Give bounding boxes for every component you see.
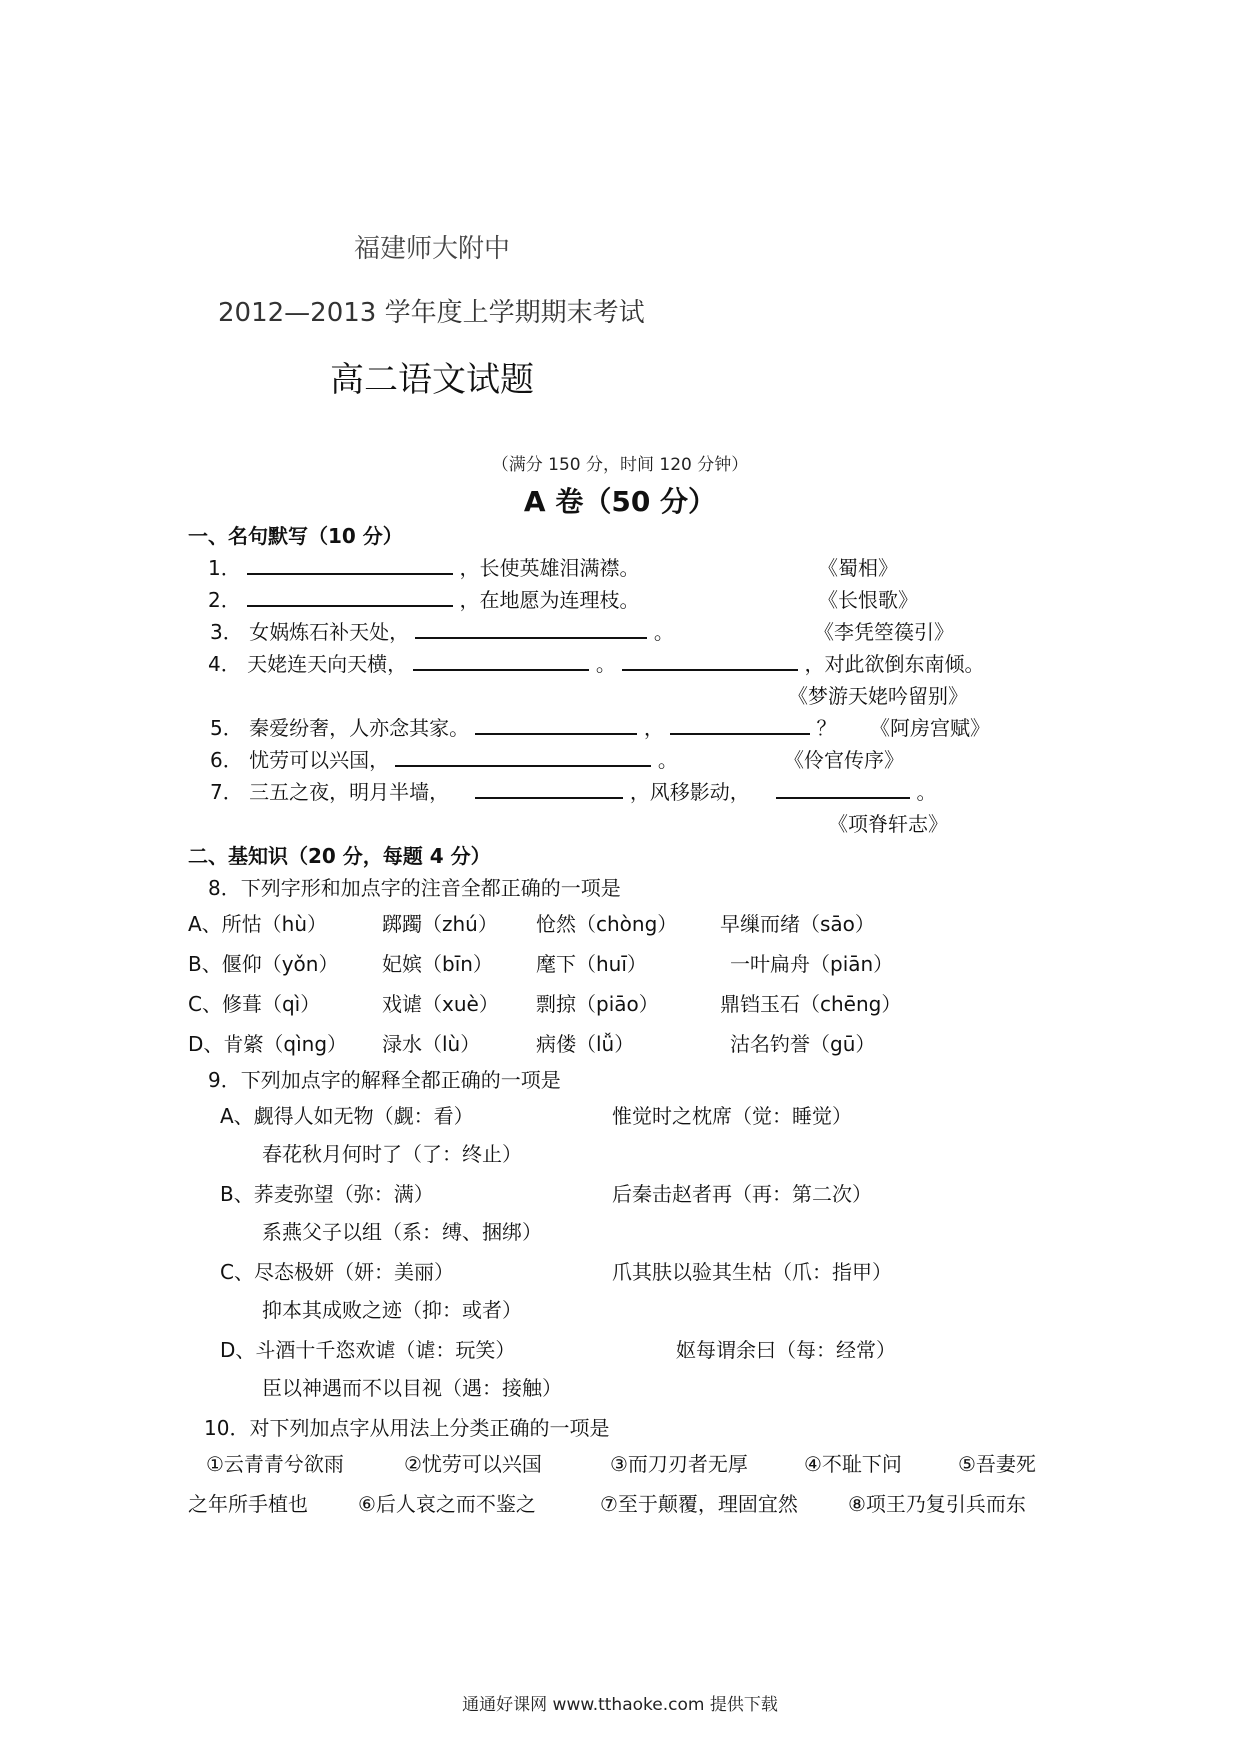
q8-option-a-2: 踯躅（zhú）: [382, 912, 498, 936]
item-source: 《长恨歌》: [818, 588, 918, 612]
q9-option-c-3: 抑本其成败之迹（抑：或者）: [262, 1298, 522, 1322]
q8-option-d-4: 沽名钓誉（gū）: [730, 1032, 876, 1056]
q8-option-a-4: 早缫而绪（sāo）: [720, 912, 875, 936]
dictation-item-6: [210, 744, 678, 773]
q8-option-d-3: 病偻（lǚ）: [536, 1032, 635, 1056]
q10-item-5: ⑤吾妻死: [958, 1452, 1036, 1476]
item-source: 《梦游天姥吟留别》: [788, 684, 968, 708]
part1-heading: 一、名句默写（10 分）: [188, 524, 403, 548]
q9-option-d-1: D、斗酒十千恣欢谑（谑：玩笑）: [220, 1338, 516, 1362]
item-text: 。: [657, 748, 678, 772]
item-text: 忧劳可以兴国，: [249, 748, 390, 772]
item-text: ，: [643, 716, 664, 740]
exam-title: 高二语文试题: [330, 360, 534, 400]
q8-option-a-3: 怆然（chòng）: [536, 912, 678, 936]
question-8-stem: 8．下列字形和加点字的注音全都正确的一项是: [208, 876, 621, 900]
q10-item-2: ②忧劳可以兴国: [404, 1452, 542, 1476]
item-text: ？: [816, 716, 837, 740]
q8-option-c-2: 戏谑（xuè）: [382, 992, 499, 1016]
dictation-item-1: [208, 552, 639, 581]
q10-item-4: ④不耻下问: [804, 1452, 902, 1476]
school-name: 福建师大附中: [354, 234, 511, 264]
q9-option-a-2: 惟觉时之枕席（觉：睡觉）: [612, 1104, 852, 1128]
item-text: 女娲炼石补天处，: [249, 620, 410, 644]
q10-item-5-cont: 之年所手植也: [188, 1492, 308, 1516]
q10-item-6: ⑥后人哀之而不鉴之: [358, 1492, 536, 1516]
item-source: 《项脊轩志》: [828, 812, 948, 836]
dictation-item-2: [208, 584, 639, 613]
item-text: ，在地愿为连理枝。: [459, 588, 640, 612]
section-a-title: A 卷（50 分）: [523, 485, 717, 518]
q8-option-c-1: C、修葺（qì）: [188, 992, 321, 1016]
q10-item-3: ③而刀刃者无厚: [610, 1452, 748, 1476]
item-number: 1．: [208, 556, 241, 580]
q8-option-d-1: D、肯綮（qìng）: [188, 1032, 348, 1056]
q10-item-8: ⑧项王乃复引兵而东: [848, 1492, 1026, 1516]
q8-option-d-2: 渌水（lù）: [382, 1032, 481, 1056]
q8-option-b-1: B、偃仰（yǒn）: [188, 952, 339, 976]
q9-option-a-3: 春花秋月何时了（了：终止）: [262, 1142, 522, 1166]
item-text: 。: [653, 620, 674, 644]
q8-option-c-4: 鼎铛玉石（chēng）: [720, 992, 902, 1016]
answer-blank[interactable]: [415, 617, 647, 639]
dictation-item-3: [210, 616, 674, 645]
item-number: 7．: [210, 780, 243, 804]
q8-option-b-2: 妃嫔（bīn）: [382, 952, 493, 976]
answer-blank[interactable]: [247, 585, 453, 607]
q9-option-b-2: 后秦击赵者再（再：第二次）: [612, 1182, 872, 1206]
item-number: 3．: [210, 620, 243, 644]
item-number: 2．: [208, 588, 241, 612]
answer-blank[interactable]: [475, 777, 623, 799]
item-number: 4．: [208, 652, 241, 676]
item-text: 。: [595, 652, 616, 676]
item-text: 三五之夜，明月半墙，: [249, 780, 450, 804]
q8-option-b-4: 一叶扁舟（piān）: [730, 952, 894, 976]
answer-blank[interactable]: [247, 553, 453, 575]
q9-option-b-3: 系燕父子以组（系：缚、捆绑）: [262, 1220, 542, 1244]
dictation-item-4: [208, 648, 985, 677]
exam-term: 2012—2013 学年度上学期期末考试: [218, 298, 645, 328]
q9-option-d-3: 臣以神遇而不以目视（遇：接触）: [262, 1376, 562, 1400]
q8-option-a-1: A、所怙（hù）: [188, 912, 328, 936]
q9-option-b-1: B、荞麦弥望（弥：满）: [220, 1182, 434, 1206]
score-time-note: （满分 150 分，时间 120 分钟）: [491, 455, 749, 475]
q9-option-d-2: 妪每谓余曰（每：经常）: [676, 1338, 896, 1362]
answer-blank[interactable]: [475, 713, 637, 735]
item-number: 5．: [210, 716, 243, 740]
q8-option-b-3: 麾下（huī）: [536, 952, 647, 976]
dictation-item-5: [210, 712, 837, 741]
dictation-item-7: [210, 776, 937, 805]
answer-blank[interactable]: [670, 713, 810, 735]
question-9-stem: 9．下列加点字的解释全都正确的一项是: [208, 1068, 561, 1092]
item-text: 天姥连天向天横，: [247, 652, 408, 676]
item-text: ，长使英雄泪满襟。: [459, 556, 640, 580]
item-text: 。: [916, 780, 937, 804]
answer-blank[interactable]: [413, 649, 589, 671]
item-source: 《蜀相》: [818, 556, 898, 580]
item-text: 秦爱纷奢，人亦念其家。: [249, 716, 470, 740]
q9-option-c-2: 爪其肤以验其生枯（爪：指甲）: [612, 1260, 892, 1284]
q10-item-7: ⑦至于颠覆，理固宜然: [600, 1492, 798, 1516]
q9-option-c-1: C、尽态极妍（妍：美丽）: [220, 1260, 454, 1284]
answer-blank[interactable]: [622, 649, 798, 671]
answer-blank[interactable]: [776, 777, 910, 799]
item-text: ，风移影动，: [629, 780, 750, 804]
q8-option-c-3: 剽掠（piāo）: [536, 992, 659, 1016]
q10-item-1: ①云青青兮欲雨: [206, 1452, 344, 1476]
item-source: 《阿房宫赋》: [870, 716, 990, 740]
item-source: 《李凭箜篌引》: [814, 620, 954, 644]
question-10-stem: 10．对下列加点字从用法上分类正确的一项是: [204, 1416, 610, 1440]
answer-blank[interactable]: [395, 745, 651, 767]
part2-heading: 二、基知识（20 分，每题 4 分）: [188, 844, 491, 868]
footer-source-note: 通通好课网 www.tthaoke.com 提供下载: [462, 1695, 778, 1715]
item-source: 《伶官传序》: [784, 748, 904, 772]
item-text: ，对此欲倒东南倾。: [804, 652, 985, 676]
item-number: 6．: [210, 748, 243, 772]
q9-option-a-1: A、觑得人如无物（觑：看）: [220, 1104, 474, 1128]
